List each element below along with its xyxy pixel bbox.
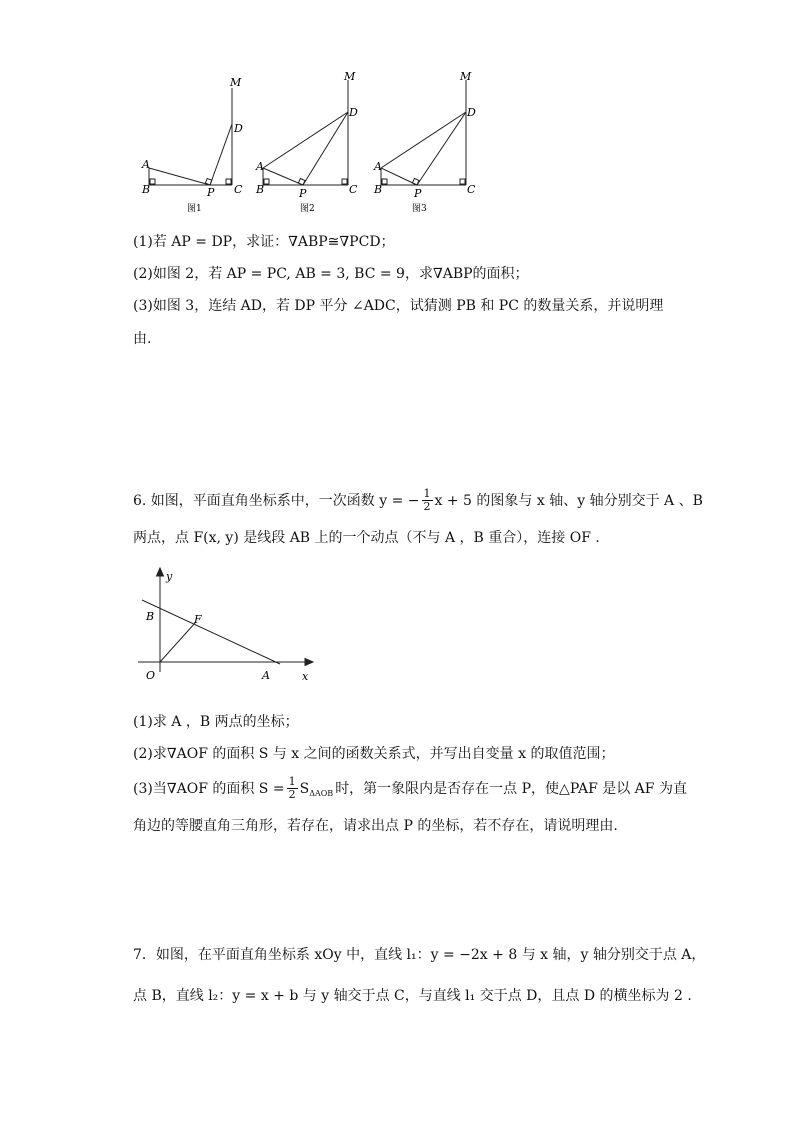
q5-part3-line2: 由. [133, 331, 152, 347]
q6-line1 [133, 488, 703, 513]
label-D: D [467, 106, 476, 119]
q5-part2: (2)如图 2，若 AP = PC, AB = 3, BC = 9，求∇ABP的面积； [133, 266, 529, 282]
label-A: A [142, 158, 150, 171]
label-D: D [349, 106, 358, 119]
q6-part3-symbol-S: S [299, 780, 310, 797]
q6-part3-line2: 角边的等腰直角三角形，若存在，请求出点 P 的坐标，若不存在，请说明理由. [133, 818, 618, 834]
label-A: A [256, 160, 264, 173]
label-F: F [194, 613, 202, 626]
q5-part1: (1)若 AP = DP，求证：∇ABP≅∇PCD； [133, 234, 395, 250]
fraction-denominator: 2 [423, 500, 431, 513]
label-A: A [374, 160, 382, 173]
q6-part3-text-a: (3)当∇AOF 的面积 S = [133, 780, 285, 797]
q6-fraction [422, 488, 433, 513]
q7-line1: 7．如图，在平面直角坐标系 xOy 中，直线 l₁：y = −2x + 8 与 x 轴，y 轴分别交于点 A， [133, 947, 706, 963]
q5-figure-2 [252, 72, 362, 217]
q6-part3-fraction [287, 776, 298, 801]
label-P: P [299, 187, 307, 200]
q6-part3-line1 [133, 776, 687, 801]
fraction-numerator: 1 [423, 487, 431, 500]
label-M: M [344, 72, 356, 83]
q6-part1: (1)求 A ，B 两点的坐标； [133, 714, 299, 730]
label-B: B [142, 183, 151, 196]
figure-caption: 图1 [187, 204, 202, 214]
label-B: B [256, 183, 265, 196]
label-x-axis: x [302, 670, 309, 683]
label-O: O [146, 669, 156, 682]
label-C: C [467, 183, 476, 196]
label-y-axis: y [166, 570, 173, 583]
figure-caption: 图3 [412, 204, 427, 214]
label-M: M [460, 72, 472, 83]
label-M: M [230, 76, 242, 89]
q6-part3-subscript: ΔAOB [309, 788, 334, 798]
fraction-numerator: 1 [288, 775, 296, 788]
q6-part2: (2)求∇AOF 的面积 S 与 x 之间的函数关系式，并写出自变量 x 的取值范围； [133, 746, 615, 762]
label-D: D [234, 122, 243, 135]
q6-figure [138, 562, 328, 687]
q6-part3-text-b: 时，第一象限内是否存在一点 P，使△PAF 是以 AF 为直 [335, 780, 687, 797]
label-P: P [414, 187, 422, 200]
q6-line2: 两点，点 F(x, y) 是线段 AB 上的一个动点（不与 A ，B 重合），连接 OF . [133, 530, 600, 546]
q5-figure-1 [138, 72, 248, 217]
label-B: B [374, 183, 383, 196]
q7-line2: 点 B，直线 l₂：y = x + b 与 y 轴交于点 C，与直线 l₁ 交于点 D，且点 D 的横坐标为 2 . [133, 988, 692, 1004]
q5-figure-3 [370, 72, 480, 217]
fraction-denominator: 2 [288, 788, 296, 801]
figure-caption: 图2 [300, 204, 315, 214]
label-C: C [349, 183, 358, 196]
q6-line1-text-b: x + 5 的图象与 x 轴、y 轴分别交于 A 、B [434, 492, 703, 509]
q6-line1-text-a: 6. 如图，平面直角坐标系中，一次函数 y = − [133, 492, 420, 509]
label-P: P [207, 186, 215, 199]
label-C: C [234, 183, 243, 196]
label-B: B [146, 610, 155, 623]
label-A: A [262, 669, 270, 682]
q5-part3-line1: (3)如图 3，连结 AD，若 DP 平分 ∠ADC，试猜测 PB 和 PC 的数量关系，并说明理 [133, 298, 664, 314]
